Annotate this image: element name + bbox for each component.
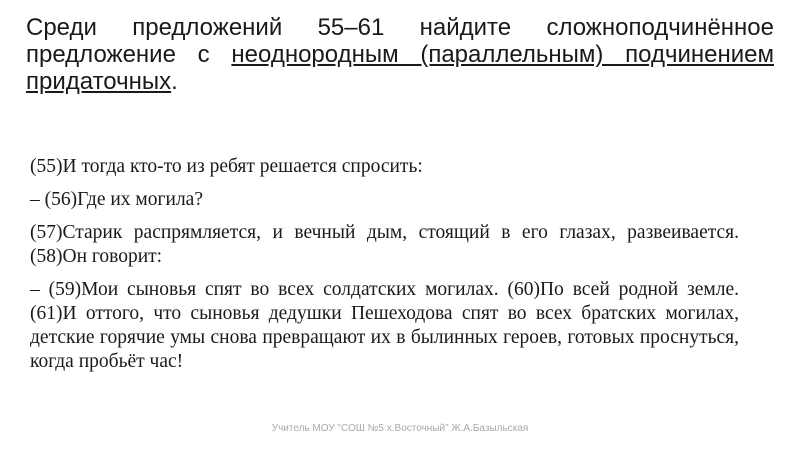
passage-paragraph: – (59)Мои сыновья спят во всех солдатских могилах. (60)По всей родной земле. (61)И оттого, что сыновья дедушки Пешеходова спят во всех братских могилах, детские горячие умы снова превращают их в былинных героев, готовых проснуться, когда пробьёт час! — [30, 279, 739, 372]
passage-paragraph: – (56)Где их могила? — [30, 189, 203, 210]
task-text-prefix: Среди предложений 55–61 найдите сложноподчинённое предложение с — [26, 14, 774, 68]
passage-paragraph: (57)Старик распрямляется, и вечный дым, стоящий в его глазах, развеивается. (58)Он говорит: — [30, 222, 739, 267]
slide-footer: Учитель МОУ "СОШ №5 х.Восточный" Ж.А.Базыльская — [271, 423, 529, 434]
task-heading — [26, 14, 774, 95]
task-text-suffix: . — [171, 68, 178, 95]
task-text-underlined: неоднородным (параллельным) подчинением придаточных — [26, 41, 774, 95]
text-passage — [30, 155, 739, 383]
passage-paragraph: (55)И тогда кто-то из ребят решается спросить: — [30, 156, 423, 177]
